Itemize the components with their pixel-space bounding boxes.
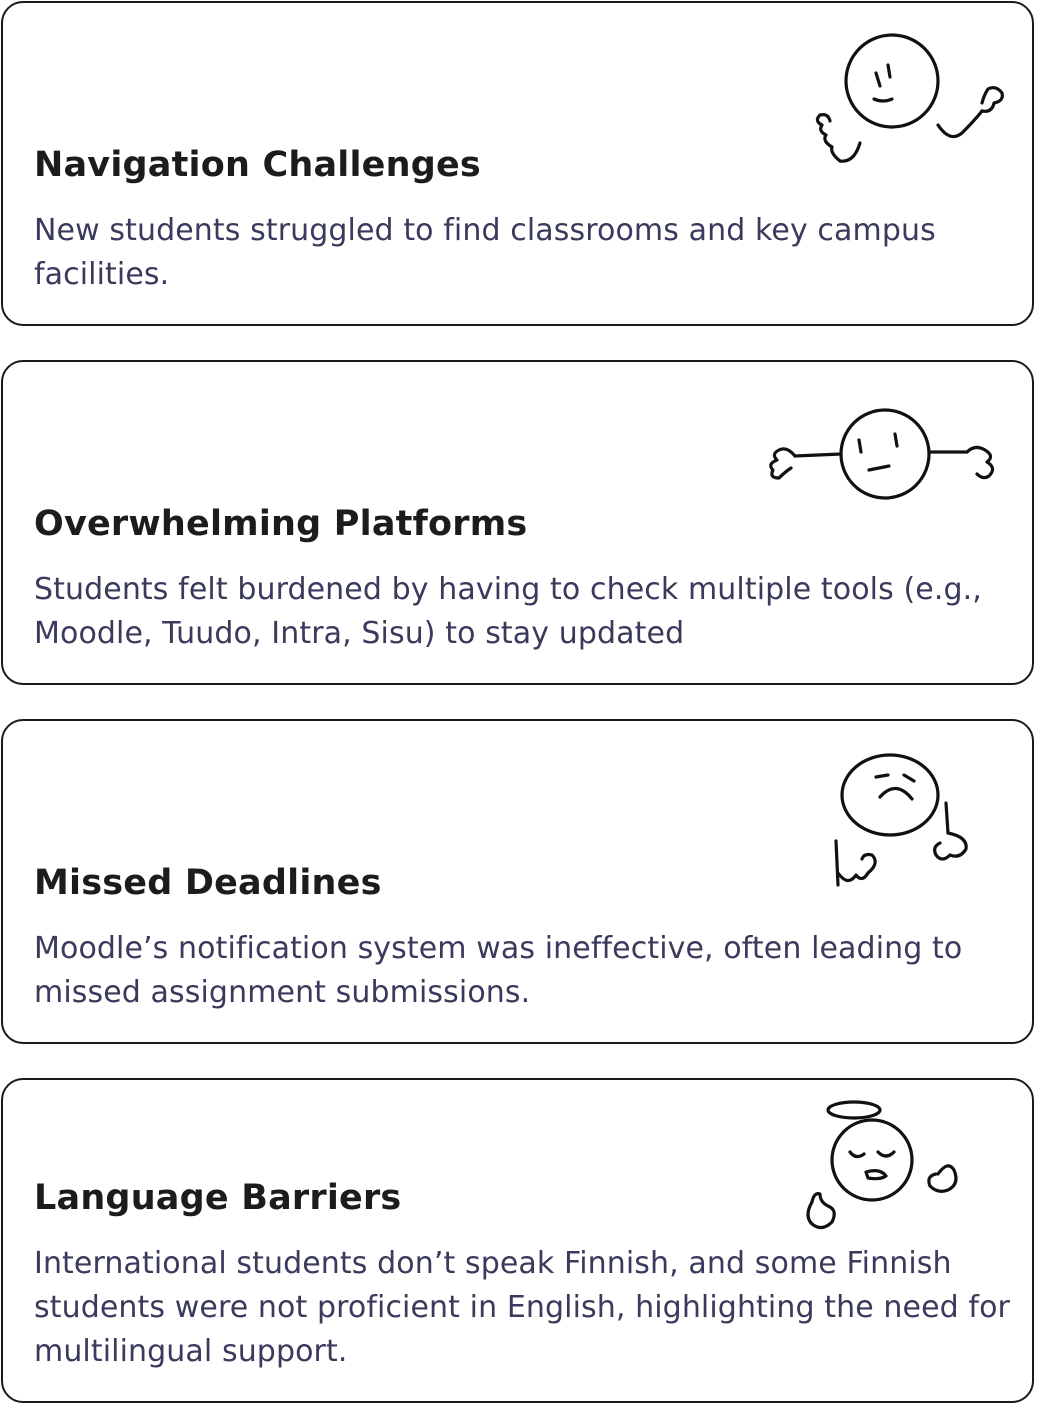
- card-description: New students struggled to find classrooms and key campus facilities.: [34, 213, 936, 292]
- card-navigation-challenges: [1, 1, 1034, 326]
- arms-outstretched-doodle-icon: [765, 406, 1005, 506]
- card-overwhelming-platforms: [1, 360, 1034, 685]
- confused-shrug-doodle-icon: [788, 41, 1018, 176]
- angel-halo-doodle-icon: [798, 1098, 973, 1238]
- card-language-barriers: [1, 1078, 1034, 1403]
- card-title: Overwhelming Platforms: [34, 504, 528, 544]
- card-title: Missed Deadlines: [34, 863, 382, 903]
- frowning-doodle-icon: [828, 755, 988, 895]
- card-title: Navigation Challenges: [34, 145, 481, 185]
- card-title: Language Barriers: [34, 1178, 402, 1218]
- card-description: Moodle’s notification system was ineffective, often leading to missed assignment submissions.: [34, 931, 963, 1010]
- card-description: Students felt burdened by having to check multiple tools (e.g., Moodle, Tuudo, Intra, Sisu) to stay updated: [34, 572, 982, 651]
- card-missed-deadlines: [1, 719, 1034, 1044]
- card-description: International students don’t speak Finnish, and some Finnish students were not proficient in English, highlighting the need for multilingual support.: [34, 1246, 1010, 1369]
